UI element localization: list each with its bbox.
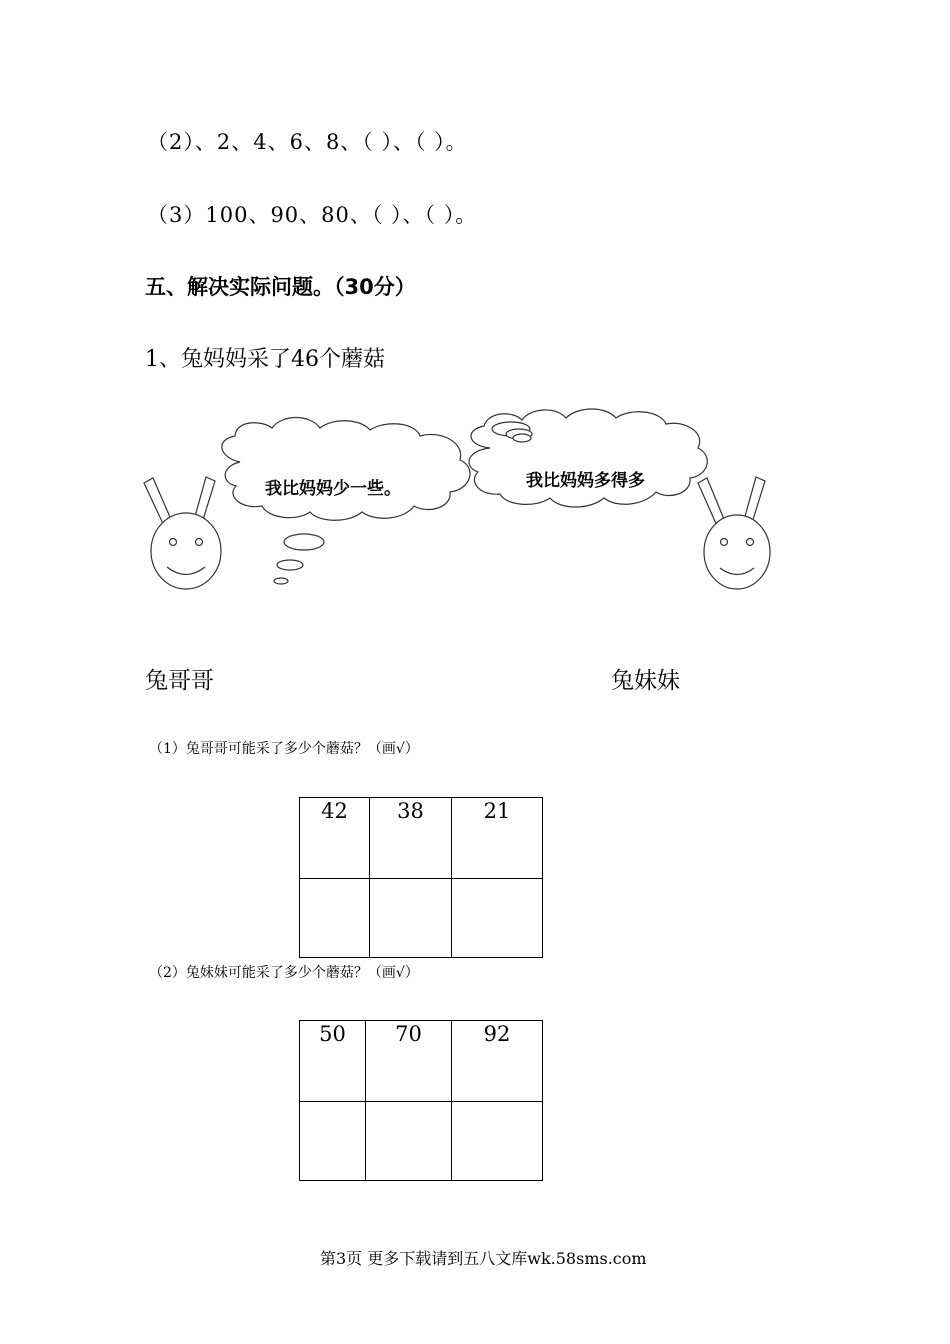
left-bubble-text: 我比妈妈少一些。 [265,479,401,499]
sub-question-2: （2）兔妹妹可能采了多少个蘑菇？（画√） [149,965,419,981]
page-footer: 第3页 更多下载请到五八文库wk.58sms.com [320,1249,647,1268]
right-rabbit-face [698,477,770,589]
checkmark-cell[interactable] [452,879,543,958]
left-cloud-bubble [222,418,470,585]
rabbit-name-left: 兔哥哥 [145,668,214,694]
checkmark-cell[interactable] [300,1102,366,1181]
option-cell: 50 [300,1021,366,1102]
section-heading: 五、解决实际问题。（30分） [145,275,416,299]
right-cloud-bubble [469,409,707,507]
answer-grid-2 [299,1020,543,1181]
rabbit-name-right: 兔妹妹 [611,668,680,694]
sub-question-1: （1）兔哥哥可能采了多少个蘑菇？（画√） [149,741,419,757]
option-cell: 70 [366,1021,452,1102]
checkmark-cell[interactable] [366,1102,452,1181]
left-rabbit-face [144,477,221,589]
sequence-line-3: （3）100、90、80、（ ）、（ ）。 [147,203,478,227]
checkmark-cell[interactable] [300,879,370,958]
option-cell: 92 [452,1021,543,1102]
right-bubble-text: 我比妈妈多得多 [526,471,645,491]
option-cell: 21 [452,798,543,879]
checkmark-cell[interactable] [452,1102,543,1181]
problem-1-text: 1、兔妈妈采了46个蘑菇 [145,347,385,372]
option-cell: 42 [300,798,370,879]
answer-grid-1 [299,797,543,958]
option-cell: 38 [370,798,452,879]
checkmark-cell[interactable] [370,879,452,958]
sequence-line-2: （2）、2、4、6、8、（ ）、（ ）。 [147,130,468,154]
